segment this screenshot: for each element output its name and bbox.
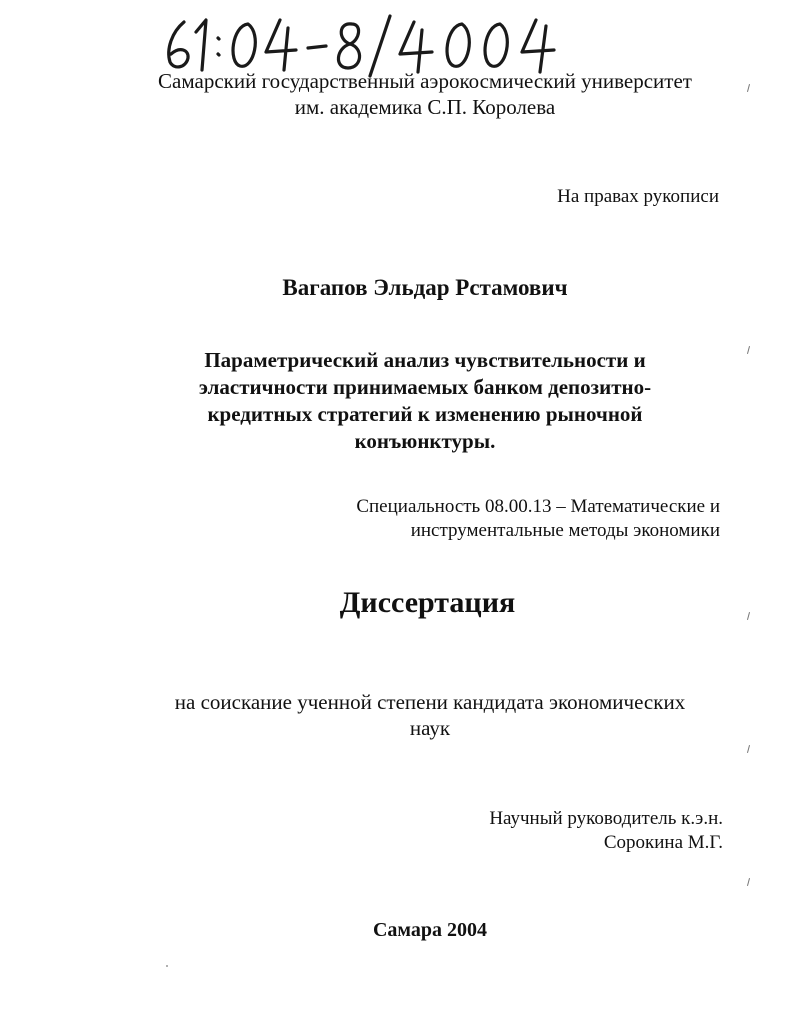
manuscript-note: На правах рукописи (557, 186, 719, 207)
handwritten-archive-code (162, 14, 562, 74)
specialty-line: Специальность 08.00.13 – Математические и (356, 496, 720, 517)
specialty (356, 495, 720, 543)
scan-artifact (747, 878, 750, 886)
title-line: эластичности принимаемых банком депозитно- (198, 375, 652, 399)
supervisor (489, 807, 723, 855)
degree-statement (130, 689, 730, 741)
dissertation-title (150, 347, 700, 455)
handwritten-code-drawing (162, 14, 562, 74)
university-dedication: им. академика С.П. Королева (294, 95, 556, 119)
scan-artifact (747, 745, 750, 753)
title-line: кредитных стратегий к изменению рыночной (207, 402, 643, 426)
title-line: конъюнктуры. (354, 429, 496, 453)
degree-line: наук (409, 716, 451, 740)
supervisor-title: Научный руководитель к.э.н. (489, 808, 723, 829)
document-type: Диссертация (339, 586, 516, 619)
scan-artifact (166, 965, 168, 967)
city-year: Самара 2004 (372, 919, 488, 941)
title-line: Параметрический анализ чувствительности и (204, 348, 646, 372)
scan-artifact (747, 346, 750, 354)
supervisor-name: Сорокина М.Г. (603, 832, 723, 853)
university-name: Самарский государственный аэрокосмический университет (158, 69, 692, 93)
author-name: Вагапов Эльдар Рстамович (282, 275, 568, 300)
specialty-line: инструментальные методы экономики (410, 520, 720, 541)
degree-line: на соискание ученной степени кандидата экономических (174, 690, 686, 714)
